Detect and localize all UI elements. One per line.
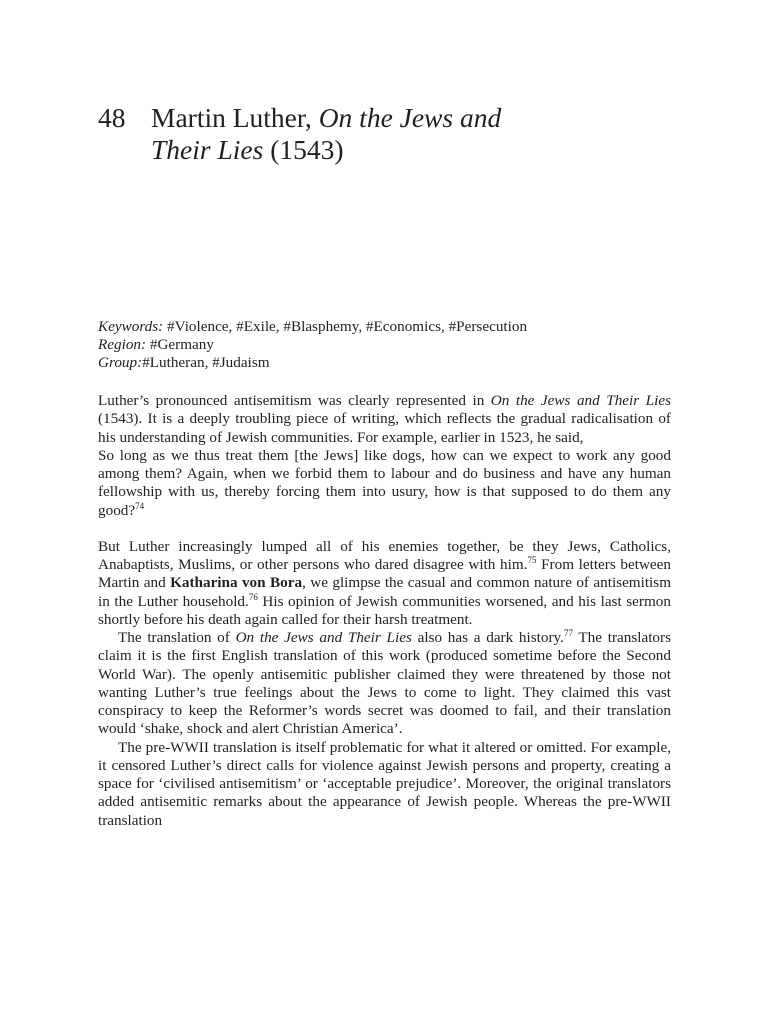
chapter-title-work: On the Jews and (318, 102, 502, 133)
p3-work-title: On the Jews and Their Lies (235, 629, 412, 646)
region-label: Region: (98, 336, 147, 353)
p1-work-title: On the Jews and Their Lies (490, 392, 671, 409)
group-value: #Lutheran, #Judaism (142, 354, 270, 371)
paragraph-1 (98, 392, 671, 447)
chapter-title-line-1 (151, 102, 618, 134)
quote-text: So long as we thus treat them [the Jews] like dogs, how can we expect to work any good among them? Again, when we forbid them to labour and do business and have any human fellowship with us, thereby forcing them into usury, how is that supposed to do them any good? (98, 446, 671, 519)
keywords-value: #Violence, #Exile, #Blasphemy, #Economics, #Persecution (163, 318, 528, 335)
footnote-ref-75[interactable]: 75 (527, 554, 537, 565)
chapter-title (98, 102, 618, 166)
chapter-title-year: (1543) (263, 134, 344, 165)
keywords-label: Keywords: (98, 318, 164, 335)
body-text (98, 392, 671, 830)
chapter-title-work-cont: Their Lies (151, 134, 264, 165)
block-quote (98, 447, 671, 520)
p3-text-b: also has a dark history. (411, 629, 564, 646)
chapter-number: 48 (98, 102, 126, 133)
p1-text-b: (1543). It is a deeply troubling piece of writing, which reflects the gradual radicalisation of his understanding of Jewish communities. For example, earlier in 1523, he said, (98, 410, 671, 446)
keywords-line (98, 318, 671, 336)
paragraph-4: The pre-WWII translation is itself problematic for what it altered or omitted. For example, it censored Luther’s direct calls for violence against Jewish persons and property, creating a space for ‘civilised antisemitism’ or ‘acceptable prejudice’. Moreover, the original translators added antisemitic remarks about the appearance of Jewish people. Whereas the pre-WWII translation (98, 738, 671, 829)
p2-text-a: But Luther increasingly lumped all of his enemies together, be they Jews, Catholics, Anabaptists, Muslims, or other persons who dared disagree with him. (98, 537, 671, 573)
p3-text-a: The translation of (118, 629, 236, 646)
p2-bold-name: Katharina von Bora (170, 574, 303, 592)
region-line (98, 336, 671, 354)
footnote-ref-77[interactable]: 77 (563, 627, 573, 638)
region-value: #Germany (146, 336, 214, 353)
p3-text-c: The translators claim it is the first English translation of this work (produced sometime before the Second World War). The openly antisemitic publisher claimed they were threatened by those not wanting Luther’s true feelings about the Jews to come to light. They claimed this vast conspiracy to keep the Reformer’s words secret was doomed to fail, and their translation would ‘shake, shock and alert Christian America’. (98, 629, 671, 738)
metadata-block (98, 318, 671, 372)
p2-text-b: From letters between Martin and (98, 556, 672, 592)
p1-text-a: Luther’s pronounced antisemitism was clearly represented in (98, 392, 491, 409)
p2-text-d: His opinion of Jewish communities worsened, and his last sermon shortly before his death again called for their harsh treatment. (98, 592, 671, 628)
footnote-ref-76[interactable]: 76 (248, 591, 258, 602)
paragraph-3 (98, 629, 671, 739)
footnote-ref-74[interactable]: 74 (135, 500, 145, 511)
group-label: Group: (98, 354, 143, 371)
paragraph-2 (98, 538, 671, 629)
chapter-title-line-2 (151, 134, 618, 166)
p2-text-c: , we glimpse the casual and common nature of antisemitism in the Luther household. (98, 574, 672, 610)
group-line (98, 354, 671, 372)
chapter-title-text: Martin Luther, (151, 102, 319, 133)
